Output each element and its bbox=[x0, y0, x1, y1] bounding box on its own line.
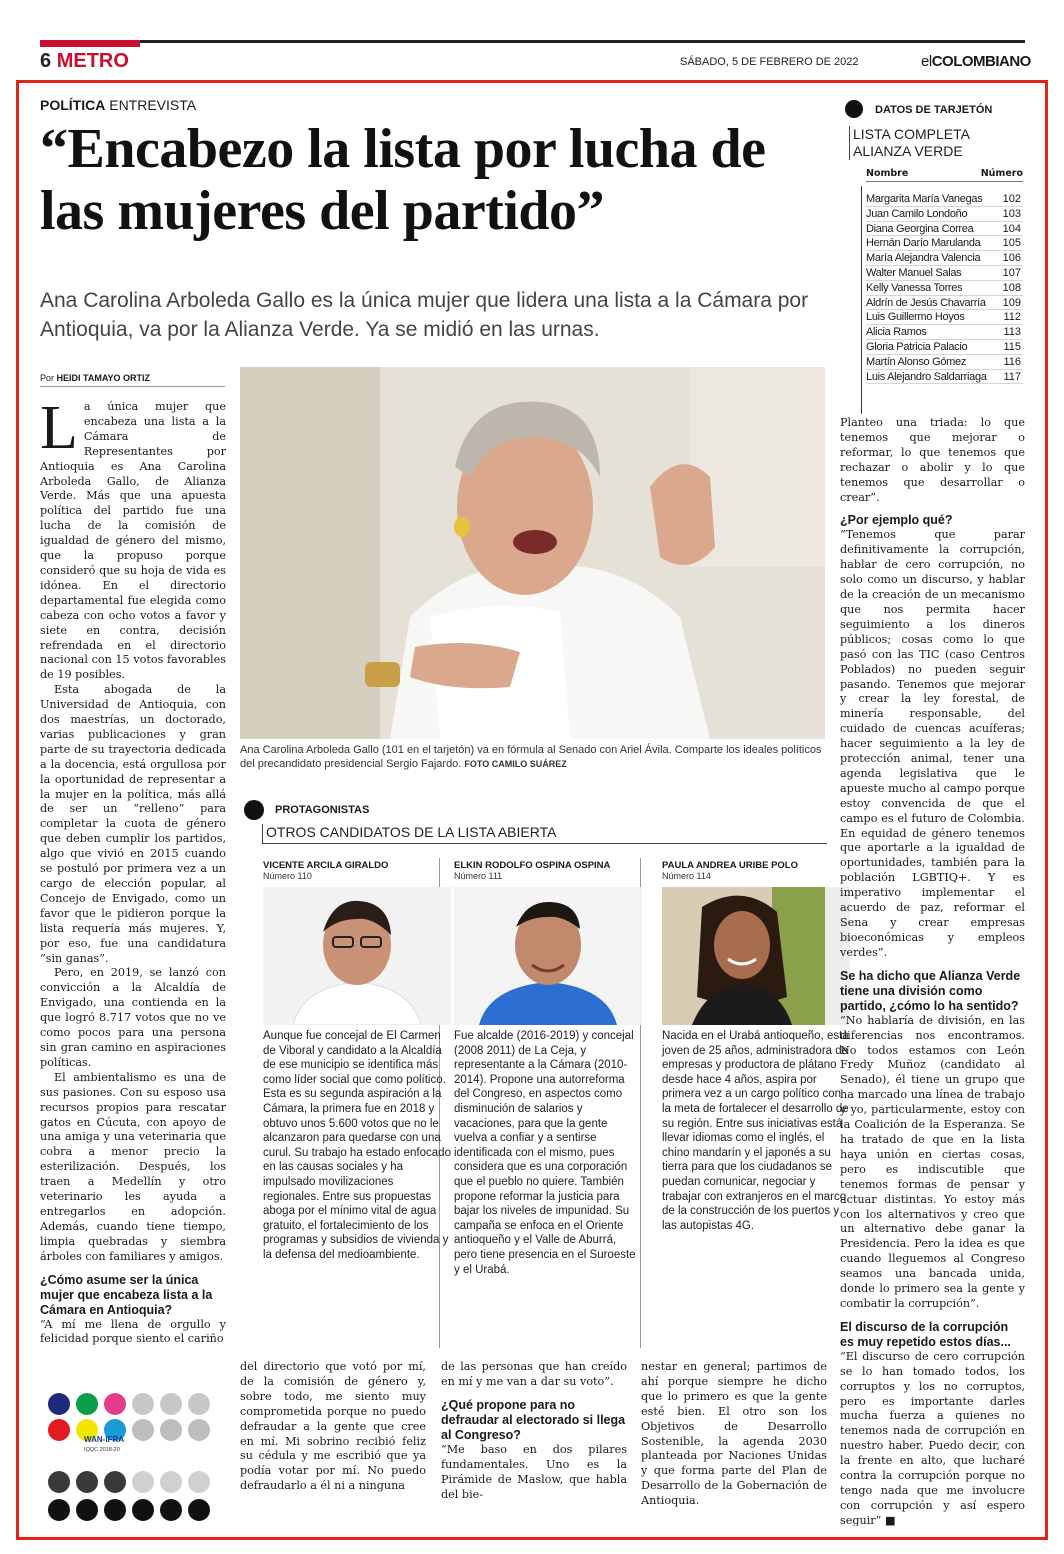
photo-credit: FOTO CAMILO SUÁREZ bbox=[464, 759, 567, 769]
candidate-name: PAULA ANDREA URIBE POLO bbox=[662, 860, 798, 871]
candidate-list-name: Aldrín de Jesús Chavarría bbox=[866, 296, 986, 309]
color-patch bbox=[160, 1499, 182, 1521]
candidate-bio: Nacida en el Urabá antioqueño, esta joven de 25 años, administradora de empresas y productora de plátano desde hace 4 años, aspira por primera vez a un cargo político con la meta de fortalecer el desarrollo de su región. Entre sus iniciativas está llevar idiomas como el inglés, el chino mandarín y el japonés a su tierra para que los ciudadanos se puedan comunicar, negociar y trabajar con extranjeros en el marco de la construcción de los puertos y las autopistas 4G. bbox=[662, 1030, 849, 1232]
tarjeton-row bbox=[866, 192, 1023, 207]
dateline: SÁBADO, 5 DE FEBRERO DE 2022 bbox=[680, 56, 859, 68]
brand-name: COLOMBIANO bbox=[931, 53, 1031, 70]
candidate-list-number: 107 bbox=[1002, 266, 1021, 279]
waninfra-logo: WAN-IFRA bbox=[84, 1435, 124, 1444]
paragraph: El ambientalismo es una de sus pasiones. Con su esposo usa recursos propios para rescatar gatos en Cúcuta, con apoyo de una amiga y una veterinaria que cobra a menor precio la esterilización. Después, los traen a Medellín y otro veterinario les ayuda a entregarlos en adopción. Además, cuando tiene tiempo, limpia quebradas y siembra árboles con familiares y amigos. bbox=[40, 1070, 226, 1263]
candidate-list-number: 108 bbox=[1002, 281, 1021, 294]
tarjeton-title: LISTA COMPLETA ALIANZA VERDE bbox=[849, 126, 1019, 160]
top-rule bbox=[40, 40, 1025, 43]
candidate-list-name: Luis Guillermo Hoyos bbox=[866, 311, 965, 324]
article-column-3 bbox=[441, 1360, 627, 1530]
tarjeton-row bbox=[866, 207, 1023, 222]
candidate-photo bbox=[454, 887, 642, 1025]
tarjeton-row bbox=[866, 355, 1023, 370]
candidate-list-number: 106 bbox=[1002, 252, 1021, 265]
color-patch bbox=[48, 1393, 70, 1415]
tarjeton-table bbox=[866, 192, 1023, 384]
candidate-list-name: Diana Georgina Correa bbox=[866, 222, 974, 235]
ballot-icon bbox=[845, 100, 863, 118]
tarjeton-row bbox=[866, 340, 1023, 355]
color-patch bbox=[104, 1471, 126, 1493]
candidate-card bbox=[662, 860, 850, 1233]
candidate-photo bbox=[662, 887, 850, 1025]
answer-paragraph: “No hablaría de división, en las diferencias nos encontramos. No todos estamos con León Fredy Muñoz (candidato al Senado), él tiene un grupo que ha marcado una línea de trabajo y yo, particularmente, estoy con la Coalición de la Esperanza. Se ha tratado de que en la lista haya unión en ciertas cosas, pero es indiscutible que tenemos formas de pensar y actuar distintas. Yo estoy más con los alternativos y creo que un alternativo debe ganar la Presidencia. Pero la idea es que cuando lleguemos al Congreso seamos una bancada unida, donde lo primero sea la gente y combatir la corrupción”. bbox=[840, 1013, 1025, 1310]
iqc-code: IQQC 2018-20 bbox=[84, 1447, 120, 1453]
tarjeton-row bbox=[866, 251, 1023, 266]
candidate-list-name: Juan Camilo Londoño bbox=[866, 207, 968, 220]
person-icon bbox=[244, 800, 264, 820]
candidate-bio: Aunque fue concejal de El Carmen de Viboral y candidato a la Alcaldía de ese municipio se identifica más como líder social que como político. Esta es su segunda aspiración a la Cámara, la primera fue en 2018 y obtuvo unos 5.600 votos que no le alcanzaron para quedarse con una curul. Su trabajo ha estado enfocado en las causas sociales y ha impulsado movilizaciones regionales. Entre sus propuestas aboga por el mínimo vital de agua gratuito, el fortalecimiento de los programas y subsidios de vivienda y la defensa del medioambiente. bbox=[263, 1030, 451, 1261]
color-patch bbox=[104, 1393, 126, 1415]
section-name: METRO bbox=[56, 50, 129, 72]
candidate-name: ELKIN RODOLFO OSPINA OSPINA bbox=[454, 860, 611, 871]
deck: Ana Carolina Arboleda Gallo es la única mujer que lidera una lista a la Cámara por Antioquia, va por la Alianza Verde. Ya se midió en las urnas. bbox=[40, 289, 809, 341]
protagonistas-label: PROTAGONISTAS bbox=[275, 804, 370, 816]
candidate-list-name: Kelly Vanessa Torres bbox=[866, 281, 963, 294]
color-patch bbox=[132, 1471, 154, 1493]
color-patch bbox=[76, 1499, 98, 1521]
candidate-list-number: 109 bbox=[1002, 296, 1021, 309]
candidate-number: Número 110 bbox=[263, 871, 312, 881]
portrait-illustration bbox=[240, 367, 825, 739]
answer-paragraph: “Tenemos que parar definitivamente la corrupción, hablar de cero corrupción, no solo como un discurso, y hablar de la creación de un mecanismo que nos permita hacer seguimiento a los dineros públicos; cosas como lo que pasó con las TIC (caso Centros Poblados) no pueden seguir pasando. Tenemos que mejorar y crear la ley forestal, de minería responsable, del cuidado de cuencas acuíferas; hacer seguimiento a la ley de protección animal, tener una agenda legislativa que le apueste mucho al campo porque estoy convencida de que el campo es el futuro de Colombia. En equidad de género tenemos que aportarle a la igualdad de oportunidades, también para la población LGBTIQ+. Y es imperativo implementar el acuerdo de paz, reformar el Sena y crear empresas bioeconómicas y empleos verdes”. bbox=[840, 528, 1025, 959]
candidate-list-name: María Alejandra Valencia bbox=[866, 252, 981, 265]
candidate-list-name: Gloria Patricia Palacio bbox=[866, 340, 968, 353]
paragraph: Pero, en 2019, se lanzó con convicción a la Alcaldía de Envigado, una contienda en la que logró 8.717 votos que no ve como pocos para una persona sin gran camino en aspiraciones políticas. bbox=[40, 966, 226, 1069]
question-heading: ¿Qué propone para no defraudar al electorado si llega al Congreso? bbox=[441, 1397, 626, 1442]
color-patch bbox=[104, 1499, 126, 1521]
end-mark: ■ bbox=[884, 1513, 896, 1526]
section-color-bar bbox=[40, 40, 140, 47]
color-patch bbox=[132, 1393, 154, 1415]
candidate-number: Número 111 bbox=[454, 871, 503, 881]
candidate-bio: Fue alcalde (2016-2019) y concejal (2008 2011) de La Ceja, y representante a la Cámara (2010-2014). Propone una autorreforma del Congreso, en aspectos como disminución de salarios y vacaciones, para que la gente vuelva a confiar y a sentirse identificada con el mismo, pues considera que es una corporación que el pueblo no quiere. También propone reformar la justicia para bajar los niveles de impunidad. Su campaña se enfoca en el Oriente antioqueño y el Valle de Aburrá, pero tiene presencia en el Suroeste y el Urabá. bbox=[454, 1030, 636, 1276]
brand-prefix: el bbox=[921, 53, 932, 70]
question-heading: Se ha dicho que Alianza Verde tiene una división como partido, ¿cómo lo ha sentido? bbox=[840, 968, 1021, 1013]
candidate-list-number: 105 bbox=[1002, 237, 1021, 250]
tarjeton-row bbox=[866, 310, 1023, 325]
color-patch bbox=[76, 1393, 98, 1415]
paragraph: de las personas que han creído en mí y me van a dar su voto”. bbox=[441, 1360, 627, 1388]
paragraph: nestar en general; partimos de ahí porque siempre he dicho que lo primero es que la gente esté bien. El otro son los Objetivos de Desarrollo Sostenible, la agenda 2030 planteada por Naciones Unidas y que forma parte del Plan de Desarrollo de la Gobernación de Antioquia. bbox=[641, 1360, 827, 1508]
tarjeton-row bbox=[866, 281, 1023, 296]
candidate-card bbox=[454, 860, 642, 1277]
color-patch bbox=[160, 1393, 182, 1415]
color-patch bbox=[188, 1419, 210, 1441]
byline-prefix: Por bbox=[40, 373, 55, 383]
tarjeton-label: DATOS DE TARJETÓN bbox=[875, 104, 993, 116]
article-column-2 bbox=[240, 1360, 426, 1530]
question-heading: ¿Por ejemplo qué? bbox=[840, 513, 953, 528]
color-patch bbox=[132, 1499, 154, 1521]
candidate-list-number: 117 bbox=[1003, 370, 1021, 383]
column-header-number: Número bbox=[980, 168, 1023, 179]
question-heading: ¿Cómo asume ser la única mujer que encabeza lista a la Cámara en Antioquia? bbox=[40, 1272, 213, 1317]
color-patch bbox=[76, 1471, 98, 1493]
candidate-card bbox=[263, 860, 451, 1263]
candidate-list-number: 112 bbox=[1003, 311, 1021, 324]
page-number: 6 bbox=[40, 50, 52, 72]
paragraph: a única mujer que encabeza una lista a la Cámara de Representantes por Antioquia es Ana Carolina Arboleda Gallo, de Alianza Verde. Más que una apuesta política del partido fue una lucha de la comisión de igualdad de género del mismo, que la propuso porque consideró que su hoja de vida es idónea. En el directorio departamental fue elegida como cabeza con ocho votos a favor y siete en contra, decisión refrendada en el directorio nacional con 15 votos favorables de 19 posibles. bbox=[40, 400, 226, 682]
tarjeton-rule bbox=[861, 186, 862, 414]
color-patch bbox=[48, 1471, 70, 1493]
dropcap: L bbox=[40, 400, 78, 462]
newspaper-brand bbox=[921, 53, 1031, 70]
answer-paragraph: “A mí me llena de orgullo y felicidad porque siento el cariño bbox=[40, 1317, 226, 1345]
photo-caption bbox=[240, 743, 825, 771]
article-column-1 bbox=[40, 400, 226, 1345]
tarjeton-row bbox=[866, 222, 1023, 237]
candidate-list-name: Martín Alonso Gómez bbox=[866, 355, 967, 368]
tarjeton-row bbox=[866, 266, 1023, 281]
article-column-3b bbox=[641, 1360, 827, 1530]
candidate-list-name: Margarita María Vanegas bbox=[866, 193, 983, 205]
protagonistas-subtitle: OTROS CANDIDATOS DE LA LISTA ABIERTA bbox=[262, 824, 827, 844]
tarjeton-row bbox=[866, 236, 1023, 251]
headline: “Encabezo la lista por lucha de las mujeres del partido” bbox=[40, 118, 766, 242]
candidate-photo bbox=[263, 887, 451, 1025]
candidate-list-number: 115 bbox=[1003, 340, 1021, 353]
color-patch bbox=[160, 1471, 182, 1493]
tarjeton-row bbox=[866, 296, 1023, 311]
candidate-list-number: 113 bbox=[1003, 326, 1021, 339]
candidate-list-number: 102 bbox=[1002, 193, 1021, 205]
candidate-portrait bbox=[454, 887, 642, 1025]
candidate-portrait bbox=[662, 887, 825, 1025]
tarjeton-row bbox=[866, 370, 1023, 385]
tarjeton-row bbox=[866, 325, 1023, 340]
kicker bbox=[40, 97, 196, 113]
color-patch bbox=[188, 1393, 210, 1415]
candidate-list-name: Walter Manuel Salas bbox=[866, 266, 962, 279]
color-patch bbox=[132, 1419, 154, 1441]
candidate-list-name: Alicia Ramos bbox=[866, 326, 927, 339]
candidate-list-number: 116 bbox=[1003, 355, 1021, 368]
page-header bbox=[40, 50, 129, 73]
paragraph: del directorio que votó por mí, de la comisión de género y, sobre todo, me siento muy comprometida porque no puedo defraudar a la gente que cree en mí. Mi sobrino recibió feliz su cédula y me escribió que ya podía votar por mí. No puedo defraudarlo a él ni a ninguna bbox=[240, 1360, 426, 1493]
color-patch bbox=[48, 1419, 70, 1441]
color-patch bbox=[188, 1499, 210, 1521]
paragraph: Esta abogada de la Universidad de Antioquia, con dos maestrías, un doctorado, varias publicaciones y gran parte de su trayectoria dedicada a la docencia, está orgullosa por la oportunidad de representar a la mujer en la política, más allá de ser un “relleno” para completar la cuota de género que deben cumplir los partidos, algo que vivió en 2015 cuando se postuló por primera vez a un cargo de elección popular, al Concejo de Envigado, como un favor que le pidieron porque la lista requería más mujeres. Y, por eso, fue una candidatura “sin ganas”. bbox=[40, 683, 226, 965]
candidate-list-number: 104 bbox=[1002, 222, 1021, 235]
answer-paragraph: “Me baso en dos pilares fundamentales. Uno es la Pirámide de Maslow, que habla del bie- bbox=[441, 1442, 627, 1501]
column-header-name: Nombre bbox=[866, 168, 909, 179]
caption-text: Ana Carolina Arboleda Gallo (101 en el tarjetón) va en fórmula al Senado con Ariel Ávila. Comparte los ideales políticos del precandidato presidencial Sergio Fajardo. bbox=[240, 744, 822, 770]
candidate-portrait bbox=[263, 887, 451, 1025]
candidate-number: Número 114 bbox=[662, 871, 711, 881]
byline bbox=[40, 373, 225, 387]
candidate-list-name: Hernán Darío Marulanda bbox=[866, 237, 981, 250]
candidate-list-name: Luis Alejandro Saldarriaga bbox=[866, 370, 987, 383]
answer-paragraph: “El discurso de cero corrupción se lo han tomado todos, los corruptos y los no corruptos, pero es importante darles mucha fuerza a quienes no tenemos nada de corrupción en nuestro haber. Puedo decir, con la frente en alto, que lucharé contra la corrupción porque no tengo nada que me involucre con corrupción y así espero seguir” bbox=[840, 1349, 1025, 1526]
print-color-bar bbox=[40, 1393, 226, 1525]
kicker-type: ENTREVISTA bbox=[109, 97, 197, 113]
article-column-4 bbox=[840, 416, 1025, 1526]
tarjeton-table-header bbox=[866, 168, 1023, 182]
kicker-section: POLÍTICA bbox=[40, 97, 106, 113]
question-heading: El discurso de la corrupción es muy repetido estos días... bbox=[840, 1319, 1011, 1349]
main-photo bbox=[240, 367, 825, 739]
candidate-name: VICENTE ARCILA GIRALDO bbox=[263, 860, 389, 871]
paragraph: Planteo una triada: lo que tenemos que mejorar o reformar, lo que tenemos que rechazar o abolir y lo que tenemos que desarrollar o crear”. bbox=[840, 416, 1025, 504]
byline-author: HEIDI TAMAYO ORTIZ bbox=[56, 373, 151, 383]
color-patch bbox=[48, 1499, 70, 1521]
color-patch bbox=[160, 1419, 182, 1441]
candidate-list-number: 103 bbox=[1002, 207, 1021, 220]
color-patch bbox=[188, 1471, 210, 1493]
